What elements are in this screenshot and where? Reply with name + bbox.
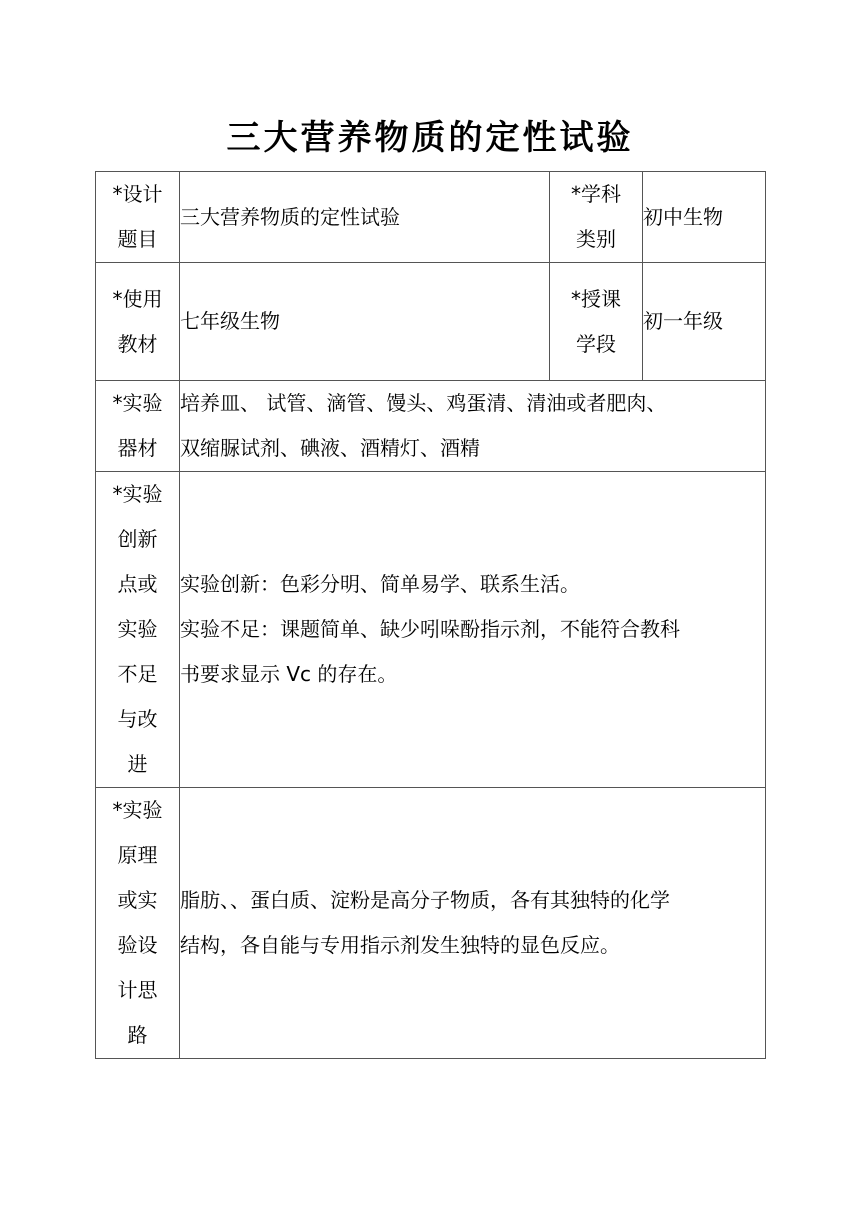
value-innovation: 实验创新：色彩分明、简单易学、联系生活。 实验不足：课题简单、缺少吲哚酚指示剂，不能符合教科 书要求显示 Vc 的存在。 [180,472,766,788]
label-subject-category: *学科 类别 [550,172,643,263]
label-design-topic: *设计 题目 [96,172,180,263]
value-principle: 脂肪、、蛋白质、淀粉是高分子物质，各有其独特的化学 结构，各自能与专用指示剂发生独特的显色反应。 [180,788,766,1059]
label-textbook: *使用 教材 [96,263,180,381]
label-teaching-stage: *授课 学段 [550,263,643,381]
row-textbook [96,263,766,381]
value-equipment: 培养皿、 试管、滴管、馒头、鸡蛋清、清油或者肥肉、 双缩脲试剂、碘液、酒精灯、酒精 [180,381,766,472]
value-subject-category: 初中生物 [643,172,766,263]
row-design-topic [96,172,766,263]
value-design-topic: 三大营养物质的定性试验 [180,172,550,263]
value-teaching-stage: 初一年级 [643,263,766,381]
experiment-form-table [95,171,766,1059]
label-equipment: *实验 器材 [96,381,180,472]
page-title: 三大营养物质的定性试验 [226,118,634,158]
value-textbook: 七年级生物 [180,263,550,381]
label-innovation: *实验 创新 点或 实验 不足 与改 进 [96,472,180,788]
label-principle: *实验 原理 或实 验设 计思 路 [96,788,180,1059]
row-innovation [96,472,766,788]
row-principle [96,788,766,1059]
row-equipment [96,381,766,472]
